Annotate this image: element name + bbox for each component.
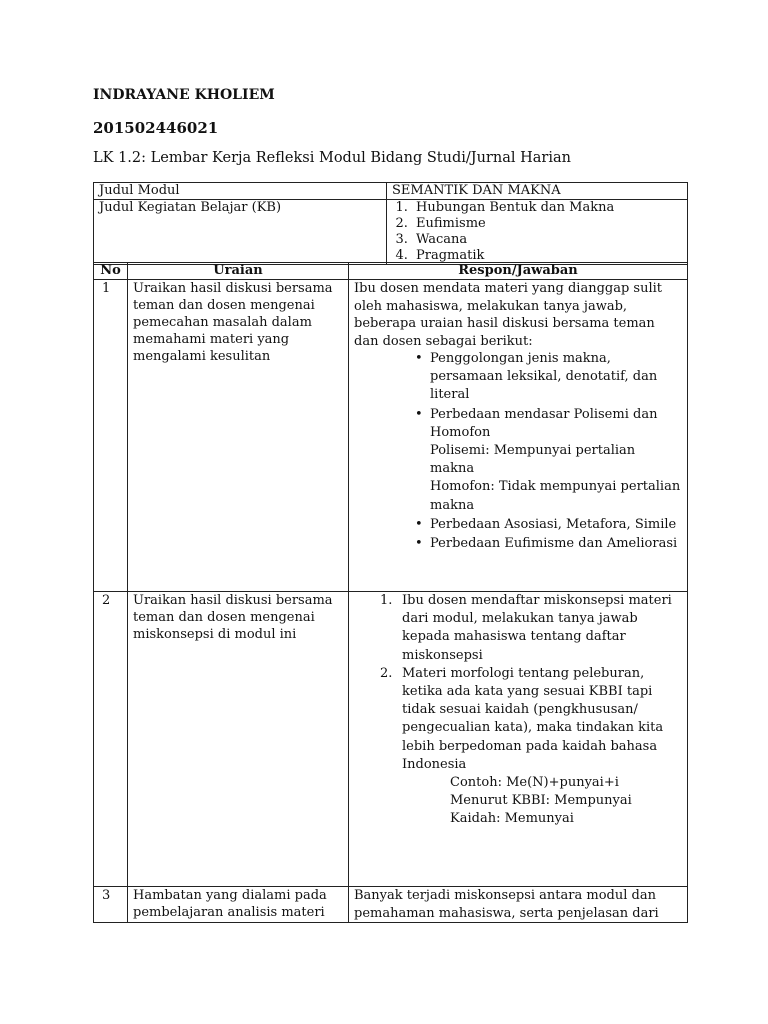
table-row	[94, 887, 688, 923]
worksheet-title: LK 1.2: Lembar Kerja Refleksi Modul Bidang Studi/Jurnal Harian	[93, 150, 571, 166]
respon-bullets	[354, 350, 682, 553]
list-item: 2. Materi morfologi tentang peleburan, ketika ada kata yang sesuai KBBI tapi tidak sesuai kaidah (pengkhususan/ pengecualian kata), maka tindakan kita lebih berpedoman pada kaidah bahasa Indonesia Contoh: Me(N)+punyai+i Menurut KBBI: Mempunyai Kaidah: Memunyai	[402, 665, 682, 829]
list-item: • Perbedaan Eufimisme dan Ameliorasi	[430, 535, 682, 553]
kb-item: 1. Hubungan Bentuk dan Makna	[412, 200, 682, 216]
kb-values	[387, 200, 688, 265]
respon-intro: Ibu dosen mendata materi yang dianggap sulit oleh mahasiswa, melakukan tanya jawab, beberapa uraian hasil diskusi bersama teman dan dosen sebagai berikut:	[354, 281, 663, 349]
list-item: • Penggolongan jenis makna, persamaan leksikal, denotatif, dan literal	[415, 351, 658, 403]
example-line: Menurut KBBI: Mempunyai	[450, 793, 632, 809]
row-number: 2	[94, 592, 128, 887]
row-number: 1	[94, 280, 128, 592]
reflection-table	[93, 262, 688, 923]
sub-text: Polisemi: Mempunyai pertalian makna	[430, 443, 636, 477]
bullet-icon: •	[415, 351, 423, 366]
list-item: • Perbedaan Asosiasi, Metafora, Simile	[430, 516, 682, 534]
item-number: 2.	[380, 665, 393, 681]
sub-text: Homofon: Tidak mempunyai pertalian makna	[430, 479, 681, 513]
item-number: 1.	[380, 593, 393, 608]
list-item: • Perbedaan mendasar Polisemi dan Homofon Polisemi: Mempunyai pertalian makna Homofon: Tidak mempunyai pertalian makna	[430, 406, 682, 515]
header-no: No	[94, 263, 128, 280]
example-line: Kaidah: Memunyai	[450, 811, 574, 827]
table-header-row	[94, 263, 688, 280]
module-label: Judul Modul	[94, 183, 387, 200]
example-line: Contoh: Me(N)+punyai+i	[450, 775, 619, 791]
kb-item: 2. Eufimisme	[412, 216, 682, 232]
module-value: SEMANTIK DAN MAKNA	[387, 183, 688, 200]
kb-item: 3. Wacana	[412, 232, 682, 248]
row-respon	[349, 592, 688, 887]
table-row	[94, 592, 688, 887]
row-respon	[349, 280, 688, 592]
list-item: 1. Ibu dosen mendaftar miskonsepsi materi dari modul, melakukan tanya jawab kepada mahasiswa tentang daftar miskonsepsi	[380, 593, 672, 663]
bullet-icon: •	[415, 406, 423, 422]
row-respon: Banyak terjadi miskonsepsi antara modul dan pemahaman mahasiswa, serta penjelasan dari	[349, 887, 688, 923]
header-respon: Respon/Jawaban	[349, 263, 688, 280]
kb-label: Judul Kegiatan Belajar (KB)	[94, 200, 387, 265]
respon-numbered-list	[354, 592, 682, 829]
row-number: 3	[94, 887, 128, 923]
author-name: INDRAYANE KHOLIEM	[93, 87, 275, 103]
row-uraian: Uraikan hasil diskusi bersama teman dan dosen mengenai miskonsepsi di modul ini	[128, 592, 349, 887]
table-row	[94, 280, 688, 592]
row-uraian: Uraikan hasil diskusi bersama teman dan dosen mengenai pemecahan masalah dalam memahami materi yang mengalami kesulitan	[128, 280, 349, 592]
module-row	[94, 183, 688, 200]
bullet-icon: •	[415, 536, 423, 552]
kb-item: 4. Pragmatik	[412, 248, 682, 264]
module-info-table	[93, 182, 688, 265]
bullet-icon: •	[415, 516, 423, 532]
kb-list	[392, 200, 682, 264]
header-uraian: Uraian	[128, 263, 349, 280]
kb-row	[94, 200, 688, 265]
row-uraian: Hambatan yang dialami pada pembelajaran analisis materi	[128, 887, 349, 923]
student-id: 201502446021	[93, 119, 219, 137]
